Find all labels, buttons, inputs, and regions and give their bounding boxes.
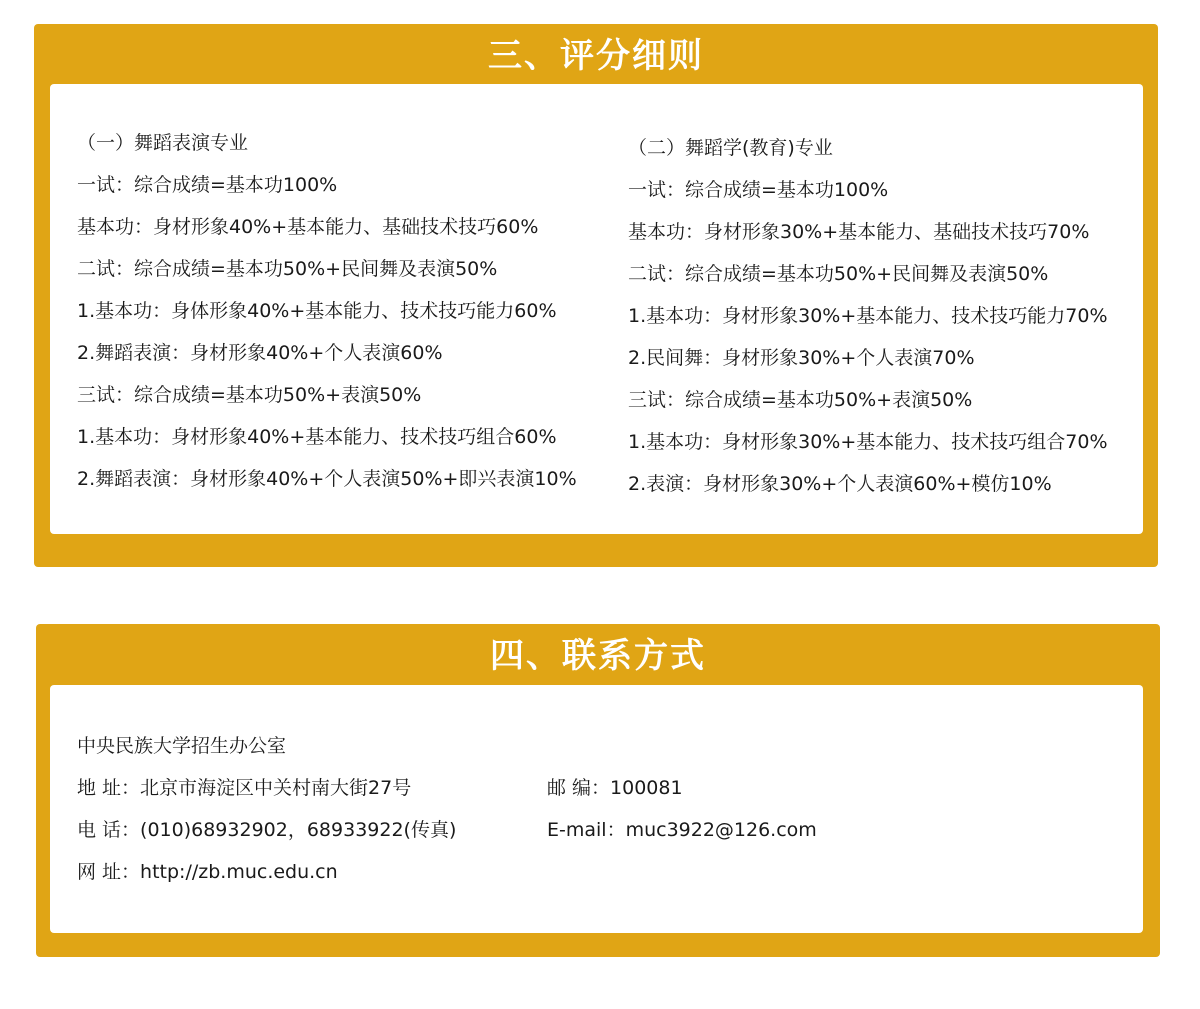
dance-performance-rule: 2.舞蹈表演：身材形象40%+个人表演50%+即兴表演10% [77,468,577,490]
contact-title: 四、联系方式 [490,636,706,676]
contact-card [50,685,1143,933]
scoring-title: 三、评分细则 [488,36,704,76]
address-text: 地 址：北京市海淀区中关村南大街27号 [77,777,412,799]
dance-performance-rule: 2.舞蹈表演：身材形象40%+个人表演60% [77,342,443,364]
dance-performance-rule: 一试：综合成绩=基本功100% [77,174,338,196]
postcode-text: 邮 编：100081 [547,777,683,799]
dance-performance-column [77,122,617,500]
dance-education-heading: （二）舞蹈学(教育)专业 [628,137,833,159]
dance-performance-rule: 三试：综合成绩=基本功50%+表演50% [77,384,422,406]
phone-text: 电 话：(010)68932902，68933922(传真) [77,819,457,841]
dance-education-rule: 二试：综合成绩=基本功50%+民间舞及表演50% [628,263,1049,285]
dance-performance-heading: （一）舞蹈表演专业 [77,132,249,154]
dance-performance-rule: 二试：综合成绩=基本功50%+民间舞及表演50% [77,258,498,280]
scoring-card [50,84,1143,534]
contact-left-column [77,725,456,893]
email-link[interactable]: E-mail：muc3922@126.com [547,819,817,841]
dance-performance-rule: 1.基本功：身体形象40%+基本能力、技术技巧能力60% [77,300,557,322]
dance-education-rule: 2.民间舞：身材形象30%+个人表演70% [628,347,975,369]
contact-right-column [547,767,817,851]
dance-education-rule: 1.基本功：身材形象30%+基本能力、技术技巧能力70% [628,305,1108,327]
dance-performance-rule: 1.基本功：身材形象40%+基本能力、技术技巧组合60% [77,426,557,448]
dance-education-rule: 1.基本功：身材形象30%+基本能力、技术技巧组合70% [628,431,1108,453]
contact-section [36,624,1160,957]
dance-education-rule: 一试：综合成绩=基本功100% [628,179,889,201]
website-link[interactable]: 网 址：http://zb.muc.edu.cn [77,861,338,883]
dance-education-column [628,127,1143,505]
office-name: 中央民族大学招生办公室 [77,735,287,757]
dance-education-rule: 三试：综合成绩=基本功50%+表演50% [628,389,973,411]
scoring-section [34,24,1158,567]
dance-education-rule: 2.表演：身材形象30%+个人表演60%+模仿10% [628,473,1052,495]
dance-performance-rule: 基本功：身材形象40%+基本能力、基础技术技巧60% [77,216,539,238]
dance-education-rule: 基本功：身材形象30%+基本能力、基础技术技巧70% [628,221,1090,243]
